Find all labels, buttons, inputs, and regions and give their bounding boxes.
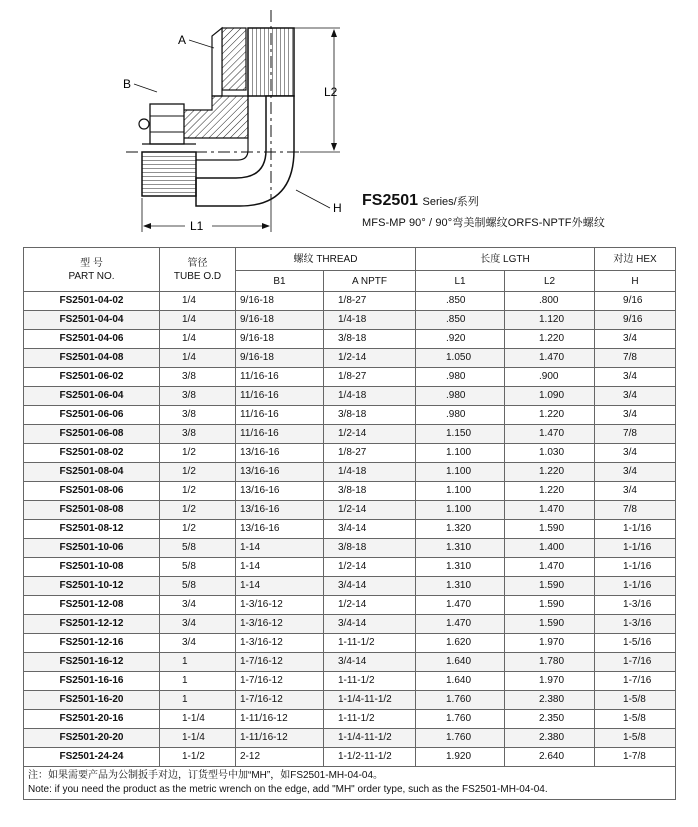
cell-tube-od: 1-1/4 — [160, 710, 236, 729]
cell-part-no: FS2501-06-02 — [24, 368, 160, 387]
header-l1: L1 — [416, 271, 505, 292]
cell-tube-od: 3/4 — [160, 615, 236, 634]
cell-a-nptf: 1-11-1/2 — [324, 710, 416, 729]
cell-tube-od: 1/4 — [160, 349, 236, 368]
table-row — [24, 520, 676, 539]
table-row — [24, 444, 676, 463]
cell-l1: .850 — [416, 292, 505, 311]
cell-part-no: FS2501-16-12 — [24, 653, 160, 672]
cell-l1: 1.100 — [416, 501, 505, 520]
cell-l2: 1.590 — [505, 577, 595, 596]
cell-l2: 1.120 — [505, 311, 595, 330]
cell-part-no: FS2501-06-04 — [24, 387, 160, 406]
cell-l2: 1.090 — [505, 387, 595, 406]
spec-table — [23, 247, 676, 800]
header-part-en: PART NO. — [68, 270, 115, 282]
cell-a-nptf: 1/2-14 — [324, 349, 416, 368]
cell-tube-od: 3/8 — [160, 368, 236, 387]
cell-b1: 1-14 — [236, 577, 324, 596]
cell-l1: .980 — [416, 368, 505, 387]
header-anptf: A NPTF — [324, 271, 416, 292]
cell-hex: 3/4 — [595, 463, 676, 482]
header-tube-cn: 管径 — [187, 257, 208, 269]
cell-part-no: FS2501-08-02 — [24, 444, 160, 463]
cell-part-no: FS2501-04-06 — [24, 330, 160, 349]
product-subtitle: MFS-MP 90° / 90°弯美制螺纹ORFS-NPTF外螺纹 — [362, 217, 605, 229]
cell-b1: 9/16-18 — [236, 292, 324, 311]
note-chinese: 注：如果需要产品为公制扳手对边，订货型号中加“MH”，如FS2501-MH-04-04。 — [28, 770, 384, 781]
cell-part-no: FS2501-12-16 — [24, 634, 160, 653]
cell-tube-od: 1-1/2 — [160, 748, 236, 767]
cell-l2: 2.380 — [505, 729, 595, 748]
cell-part-no: FS2501-16-16 — [24, 672, 160, 691]
cell-part-no: FS2501-10-08 — [24, 558, 160, 577]
cell-l2: 1.220 — [505, 463, 595, 482]
table-row — [24, 577, 676, 596]
cell-l2: 2.350 — [505, 710, 595, 729]
cell-part-no: FS2501-08-06 — [24, 482, 160, 501]
cell-l1: 1.640 — [416, 672, 505, 691]
cell-a-nptf: 3/8-18 — [324, 406, 416, 425]
cell-part-no: FS2501-24-24 — [24, 748, 160, 767]
cell-part-no: FS2501-20-16 — [24, 710, 160, 729]
cell-hex: 7/8 — [595, 349, 676, 368]
cell-hex: 3/4 — [595, 368, 676, 387]
cell-b1: 13/16-16 — [236, 463, 324, 482]
cell-l2: 1.470 — [505, 349, 595, 368]
cell-part-no: FS2501-16-20 — [24, 691, 160, 710]
cell-l2: .900 — [505, 368, 595, 387]
cell-hex: 1-3/16 — [595, 596, 676, 615]
cell-l1: 1.470 — [416, 615, 505, 634]
cell-b1: 1-11/16-12 — [236, 710, 324, 729]
cell-l1: 1.760 — [416, 729, 505, 748]
label-l1: L1 — [190, 219, 204, 233]
cell-hex: 1-1/16 — [595, 558, 676, 577]
cell-part-no: FS2501-08-12 — [24, 520, 160, 539]
cell-part-no: FS2501-04-08 — [24, 349, 160, 368]
cell-part-no: FS2501-10-06 — [24, 539, 160, 558]
cell-a-nptf: 1/8-27 — [324, 368, 416, 387]
cell-l1: 1.920 — [416, 748, 505, 767]
cell-l2: 1.590 — [505, 520, 595, 539]
cell-a-nptf: 3/4-14 — [324, 615, 416, 634]
cell-l1: .980 — [416, 387, 505, 406]
cell-tube-od: 1/4 — [160, 311, 236, 330]
cell-tube-od: 3/4 — [160, 634, 236, 653]
cell-l1: 1.760 — [416, 691, 505, 710]
cell-l2: 1.780 — [505, 653, 595, 672]
cell-b1: 9/16-18 — [236, 349, 324, 368]
cell-hex: 1-7/16 — [595, 672, 676, 691]
cell-part-no: FS2501-12-08 — [24, 596, 160, 615]
cell-l1: .980 — [416, 406, 505, 425]
cell-part-no: FS2501-06-08 — [24, 425, 160, 444]
cell-a-nptf: 3/8-18 — [324, 330, 416, 349]
table-row — [24, 292, 676, 311]
cell-tube-od: 1 — [160, 653, 236, 672]
table-row — [24, 596, 676, 615]
cell-part-no: FS2501-04-02 — [24, 292, 160, 311]
cell-l2: 2.640 — [505, 748, 595, 767]
cell-b1: 1-7/16-12 — [236, 653, 324, 672]
cell-a-nptf: 1-11-1/2 — [324, 672, 416, 691]
table-row — [24, 672, 676, 691]
cell-b1: 1-3/16-12 — [236, 615, 324, 634]
cell-a-nptf: 1/8-27 — [324, 292, 416, 311]
cell-hex: 1-5/8 — [595, 691, 676, 710]
header-part-no — [24, 248, 160, 292]
cell-tube-od: 3/8 — [160, 406, 236, 425]
cell-tube-od: 1-1/4 — [160, 729, 236, 748]
cell-hex: 7/8 — [595, 501, 676, 520]
table-row — [24, 539, 676, 558]
cell-hex: 9/16 — [595, 311, 676, 330]
cell-hex: 3/4 — [595, 444, 676, 463]
cell-a-nptf: 3/8-18 — [324, 539, 416, 558]
table-row — [24, 482, 676, 501]
cell-part-no: FS2501-04-04 — [24, 311, 160, 330]
table-row — [24, 501, 676, 520]
cell-part-no: FS2501-20-20 — [24, 729, 160, 748]
cell-hex: 3/4 — [595, 330, 676, 349]
table-row — [24, 558, 676, 577]
cell-a-nptf: 1/2-14 — [324, 425, 416, 444]
cell-hex: 1-1/16 — [595, 520, 676, 539]
spec-table-body — [24, 292, 676, 767]
header-l2: L2 — [505, 271, 595, 292]
cell-a-nptf: 3/4-14 — [324, 520, 416, 539]
cell-l1: 1.640 — [416, 653, 505, 672]
cell-hex: 1-5/8 — [595, 710, 676, 729]
cell-hex: 3/4 — [595, 387, 676, 406]
cell-b1: 1-3/16-12 — [236, 596, 324, 615]
cell-tube-od: 5/8 — [160, 539, 236, 558]
cell-tube-od: 1/2 — [160, 501, 236, 520]
cell-b1: 11/16-16 — [236, 406, 324, 425]
cell-a-nptf: 1-11-1/2 — [324, 634, 416, 653]
table-row — [24, 615, 676, 634]
cell-b1: 13/16-16 — [236, 520, 324, 539]
cell-a-nptf: 1-1/4-11-1/2 — [324, 729, 416, 748]
cell-l2: 1.970 — [505, 672, 595, 691]
cell-b1: 1-14 — [236, 539, 324, 558]
cell-tube-od: 1/2 — [160, 463, 236, 482]
cell-b1: 11/16-16 — [236, 387, 324, 406]
cell-a-nptf: 1/4-18 — [324, 311, 416, 330]
header-thread: 螺纹 THREAD — [236, 248, 416, 271]
cell-tube-od: 3/4 — [160, 596, 236, 615]
label-b: B — [123, 77, 132, 91]
cell-part-no: FS2501-10-12 — [24, 577, 160, 596]
cell-hex: 1-7/16 — [595, 653, 676, 672]
cell-a-nptf: 3/4-14 — [324, 653, 416, 672]
cell-b1: 11/16-16 — [236, 368, 324, 387]
cell-l2: 1.220 — [505, 406, 595, 425]
note-cell — [24, 767, 676, 800]
cell-l2: 1.970 — [505, 634, 595, 653]
table-row — [24, 387, 676, 406]
cell-a-nptf: 3/8-18 — [324, 482, 416, 501]
cell-b1: 1-14 — [236, 558, 324, 577]
cell-a-nptf: 1/2-14 — [324, 596, 416, 615]
cell-tube-od: 1 — [160, 691, 236, 710]
cell-b1: 9/16-18 — [236, 330, 324, 349]
cell-hex: 1-7/8 — [595, 748, 676, 767]
cell-tube-od: 1/2 — [160, 482, 236, 501]
table-row — [24, 653, 676, 672]
cell-l2: 1.590 — [505, 596, 595, 615]
cell-part-no: FS2501-08-04 — [24, 463, 160, 482]
cell-l2: 1.030 — [505, 444, 595, 463]
table-row — [24, 311, 676, 330]
cell-b1: 9/16-18 — [236, 311, 324, 330]
cell-hex: 7/8 — [595, 425, 676, 444]
label-l2: L2 — [324, 85, 338, 99]
cell-hex: 1-1/16 — [595, 577, 676, 596]
cell-tube-od: 1/2 — [160, 520, 236, 539]
header-hex: 对边 HEX — [595, 248, 676, 271]
cell-l1: .920 — [416, 330, 505, 349]
cell-tube-od: 1/4 — [160, 330, 236, 349]
cell-hex: 1-1/16 — [595, 539, 676, 558]
cell-hex: 9/16 — [595, 292, 676, 311]
note-english: Note: if you need the product as the metric wrench on the edge, add "MH" order type, such as the FS2501-MH-04-04. — [28, 784, 548, 795]
header-b1: B1 — [236, 271, 324, 292]
cell-l2: 1.470 — [505, 558, 595, 577]
cell-l1: 1.760 — [416, 710, 505, 729]
cell-l2: 1.400 — [505, 539, 595, 558]
table-row — [24, 368, 676, 387]
cell-l1: 1.100 — [416, 463, 505, 482]
cell-l1: 1.320 — [416, 520, 505, 539]
cell-b1: 1-7/16-12 — [236, 672, 324, 691]
cell-l1: .850 — [416, 311, 505, 330]
series-label: Series/系列 — [422, 196, 479, 208]
cell-a-nptf: 1/2-14 — [324, 501, 416, 520]
cell-b1: 13/16-16 — [236, 444, 324, 463]
header-part-cn: 型 号 — [80, 257, 103, 269]
table-row — [24, 634, 676, 653]
cell-tube-od: 1/2 — [160, 444, 236, 463]
cell-l2: 1.220 — [505, 330, 595, 349]
table-row — [24, 349, 676, 368]
cell-part-no: FS2501-08-08 — [24, 501, 160, 520]
label-a: A — [178, 33, 187, 47]
table-row — [24, 406, 676, 425]
header-tube-en: TUBE O.D — [173, 270, 222, 282]
cell-part-no: FS2501-12-12 — [24, 615, 160, 634]
cell-l1: 1.310 — [416, 577, 505, 596]
cell-l1: 1.310 — [416, 539, 505, 558]
cell-l1: 1.050 — [416, 349, 505, 368]
cell-a-nptf: 1/4-18 — [324, 463, 416, 482]
cell-l1: 1.150 — [416, 425, 505, 444]
cell-l1: 1.100 — [416, 482, 505, 501]
cell-hex: 1-5/16 — [595, 634, 676, 653]
cell-tube-od: 3/8 — [160, 387, 236, 406]
table-row — [24, 729, 676, 748]
cell-l2: 1.470 — [505, 425, 595, 444]
header-h: H — [595, 271, 676, 292]
cell-l2: 2.380 — [505, 691, 595, 710]
table-row — [24, 691, 676, 710]
cell-l2: 1.220 — [505, 482, 595, 501]
table-row — [24, 330, 676, 349]
cell-hex: 3/4 — [595, 482, 676, 501]
cell-l2: .800 — [505, 292, 595, 311]
cell-tube-od: 1/4 — [160, 292, 236, 311]
cell-a-nptf: 1/2-14 — [324, 558, 416, 577]
cell-l1: 1.100 — [416, 444, 505, 463]
cell-b1: 1-11/16-12 — [236, 729, 324, 748]
table-row — [24, 748, 676, 767]
cell-hex: 1-5/8 — [595, 729, 676, 748]
cell-tube-od: 5/8 — [160, 558, 236, 577]
cell-tube-od: 3/8 — [160, 425, 236, 444]
cell-l2: 1.470 — [505, 501, 595, 520]
cell-b1: 2-12 — [236, 748, 324, 767]
cell-hex: 1-3/16 — [595, 615, 676, 634]
model-title: FS2501 — [362, 192, 419, 209]
table-row — [24, 710, 676, 729]
cell-a-nptf: 1/4-18 — [324, 387, 416, 406]
title-block — [362, 192, 605, 230]
cell-a-nptf: 1-1/4-11-1/2 — [324, 691, 416, 710]
cell-a-nptf: 1-1/2-11-1/2 — [324, 748, 416, 767]
cell-a-nptf: 1/8-27 — [324, 444, 416, 463]
cell-l1: 1.310 — [416, 558, 505, 577]
cell-b1: 1-7/16-12 — [236, 691, 324, 710]
label-h: H — [333, 201, 342, 215]
cell-b1: 1-3/16-12 — [236, 634, 324, 653]
header-length: 长度 LGTH — [416, 248, 595, 271]
cell-tube-od: 5/8 — [160, 577, 236, 596]
cell-l1: 1.470 — [416, 596, 505, 615]
cell-part-no: FS2501-06-06 — [24, 406, 160, 425]
cell-l1: 1.620 — [416, 634, 505, 653]
header-tube — [160, 248, 236, 292]
cell-a-nptf: 3/4-14 — [324, 577, 416, 596]
cell-tube-od: 1 — [160, 672, 236, 691]
cell-b1: 13/16-16 — [236, 482, 324, 501]
table-row — [24, 463, 676, 482]
cell-b1: 13/16-16 — [236, 501, 324, 520]
cell-l2: 1.590 — [505, 615, 595, 634]
table-row — [24, 425, 676, 444]
cell-b1: 11/16-16 — [236, 425, 324, 444]
cell-hex: 3/4 — [595, 406, 676, 425]
